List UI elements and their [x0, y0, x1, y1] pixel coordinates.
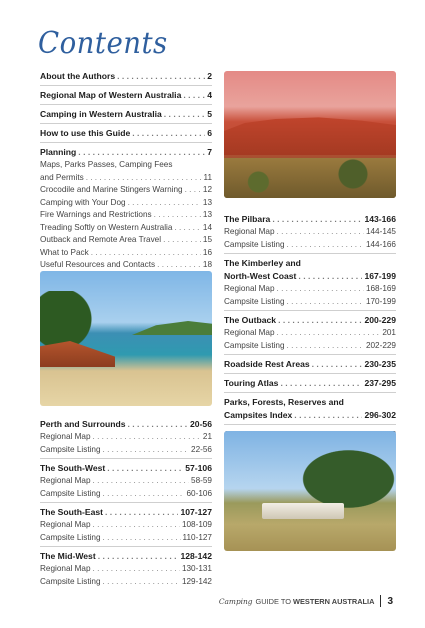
shade-tree [301, 449, 396, 509]
toc-page: 129-142 [181, 576, 212, 586]
toc-heading [40, 85, 212, 102]
toc-line [40, 172, 212, 185]
toc-page: 13 [202, 210, 212, 219]
toc-subentry [224, 327, 396, 340]
toc-page: 6 [207, 128, 212, 138]
toc-page: 237-295 [364, 378, 396, 388]
toc-heading [40, 458, 212, 475]
footer-guide: GUIDE TO [255, 596, 291, 606]
toc-subentry [224, 340, 396, 353]
toc-page: 170-199 [365, 296, 396, 306]
leader-dots [183, 89, 205, 102]
distant-hill [132, 321, 212, 335]
toc-line [224, 409, 396, 422]
toc-page: 12 [202, 185, 212, 194]
toc-heading [40, 70, 212, 83]
toc-label: Campsite Listing [40, 488, 101, 498]
toc-page: 128-142 [180, 551, 212, 561]
toc-subentry [40, 444, 212, 457]
toc-page: 144-145 [365, 227, 396, 236]
toc-page: 7 [207, 147, 212, 157]
spinifex-brush [224, 158, 396, 198]
toc-label: Regional Map [40, 432, 91, 441]
toc-page: 20-56 [190, 419, 212, 429]
toc-subentry [224, 226, 396, 239]
toc-label: The South-East [40, 507, 104, 517]
leader-dots [132, 127, 205, 140]
footer-region: WESTERN AUSTRALIA [293, 596, 375, 606]
toc-heading [224, 310, 396, 327]
toc-heading [224, 354, 396, 371]
footer-brand: Camping [218, 596, 253, 606]
toc-label: Camping in Western Australia [40, 109, 162, 119]
toc-label: Campsite Listing [224, 340, 285, 350]
toc-heading [40, 546, 212, 563]
leader-dots [103, 444, 190, 457]
campsite-caravan-photo [224, 431, 396, 551]
toc-heading [224, 373, 396, 390]
toc-label: Outback and Remote Area Travel [40, 235, 162, 244]
contents-column-2 [224, 213, 396, 441]
toc-page: 143-166 [364, 214, 396, 224]
toc-label: Crocodile and Marine Stingers Warning [40, 185, 183, 194]
leader-dots [294, 409, 362, 422]
toc-label: Campsite Listing [40, 576, 101, 586]
leader-dots [107, 462, 183, 475]
toc-page: 11 [203, 172, 212, 182]
toc-subentry [40, 563, 212, 576]
toc-label: Useful Resources and Contacts [40, 260, 156, 269]
leader-dots [298, 270, 362, 283]
leader-dots [280, 377, 362, 390]
toc-label: The South-West [40, 463, 106, 473]
leader-dots [277, 283, 364, 296]
beach-cove-photo [40, 271, 212, 406]
toc-heading [40, 502, 212, 519]
toc-subentry [40, 532, 212, 545]
toc-subentry [40, 222, 212, 235]
toc-label: Campsite Listing [40, 444, 101, 454]
leader-dots [277, 226, 364, 239]
page-title: Contents [38, 26, 168, 61]
leader-dots [287, 340, 364, 353]
toc-page: 22-56 [191, 444, 212, 454]
toc-subentry [40, 184, 212, 197]
toc-page: 21 [202, 432, 212, 441]
toc-subentry [40, 234, 212, 247]
toc-page: 5 [207, 109, 212, 119]
toc-subentry [40, 576, 212, 589]
toc-page: 230-235 [364, 359, 396, 369]
contents-column-1 [40, 70, 212, 272]
toc-label: What to Pack [40, 247, 89, 257]
kimberley-ranges-photo [224, 71, 396, 198]
toc-label: Campsite Listing [224, 296, 285, 306]
leader-dots [103, 576, 180, 589]
toc-page: 14 [202, 222, 212, 232]
toc-label: Regional Map of Western Australia [40, 90, 182, 100]
toc-page: 60-106 [186, 488, 212, 498]
toc-page: 13 [202, 197, 212, 207]
toc-label: Perth and Surrounds [40, 419, 126, 429]
toc-heading [40, 104, 212, 121]
toc-label-continued: North-West Coast [224, 271, 297, 281]
leader-dots [127, 418, 188, 431]
leader-dots [287, 239, 364, 252]
leader-dots [163, 234, 201, 247]
toc-heading [224, 392, 396, 422]
toc-page: 18 [202, 260, 212, 269]
leader-dots [93, 475, 190, 488]
toc-subentry [40, 209, 212, 222]
toc-heading [40, 142, 212, 159]
leader-dots [164, 108, 205, 121]
leader-dots [128, 197, 201, 210]
toc-label-continued: and Permits [40, 172, 84, 182]
leader-dots [86, 172, 202, 185]
leader-dots [174, 222, 200, 235]
toc-label: Planning [40, 147, 77, 157]
toc-label: About the Authors [40, 71, 116, 81]
leader-dots [78, 146, 205, 159]
leader-dots [105, 506, 178, 519]
toc-heading [40, 418, 212, 431]
toc-page: 201 [382, 328, 396, 337]
leader-dots [93, 431, 201, 444]
leader-dots [312, 358, 363, 371]
toc-page: 15 [202, 235, 212, 244]
toc-label: Campsite Listing [40, 532, 101, 542]
toc-page: 167-199 [364, 271, 396, 281]
toc-page: 130-131 [181, 564, 212, 573]
toc-label: Fire Warnings and Restrictions [40, 210, 152, 219]
toc-page: 108-109 [181, 520, 212, 529]
toc-subentry [224, 283, 396, 296]
toc-label: Regional Map [40, 520, 91, 529]
toc-label: Regional Map [40, 476, 91, 485]
footer-divider [380, 595, 381, 607]
toc-label: Camping with Your Dog [40, 197, 126, 207]
toc-label: Campsite Listing [224, 239, 285, 249]
toc-page: 16 [202, 247, 212, 257]
toc-page: 296-302 [364, 410, 396, 420]
red-rock-ridge [224, 115, 396, 155]
leader-dots [185, 184, 201, 197]
leader-dots [93, 563, 180, 576]
toc-label: Regional Map [224, 227, 275, 236]
page-number: 3 [387, 595, 393, 607]
toc-label: Parks, Forests, Reserves and [224, 397, 344, 407]
toc-heading [40, 123, 212, 140]
leader-dots [287, 296, 364, 309]
toc-label: Treading Softly on Western Australia [40, 222, 173, 232]
toc-page: 2 [207, 71, 212, 81]
toc-label: Regional Map [224, 328, 275, 337]
leader-dots [278, 314, 362, 327]
toc-label: Roadside Rest Areas [224, 359, 310, 369]
toc-subentry [40, 519, 212, 532]
toc-heading [224, 213, 396, 226]
toc-label: How to use this Guide [40, 128, 131, 138]
leader-dots [91, 247, 201, 260]
toc-page: 110-127 [182, 532, 212, 542]
toc-page: 168-169 [365, 284, 396, 293]
caravan-and-car [262, 503, 344, 519]
page-footer [219, 595, 393, 607]
toc-page: 200-229 [364, 315, 396, 325]
toc-subentry [40, 247, 212, 260]
toc-label: The Outback [224, 315, 277, 325]
leader-dots [93, 519, 180, 532]
toc-subentry [224, 296, 396, 309]
toc-label: The Mid-West [40, 551, 96, 561]
leader-dots [103, 488, 185, 501]
leader-dots [154, 209, 201, 222]
toc-subentry [40, 197, 212, 210]
toc-label: Maps, Parks Passes, Camping Fees [40, 160, 173, 169]
toc-subentry [40, 159, 212, 184]
toc-page: 202-229 [365, 340, 396, 350]
toc-line [224, 270, 396, 283]
toc-page: 4 [207, 90, 212, 100]
toc-heading [224, 253, 396, 283]
leader-dots [157, 259, 201, 272]
toc-label-continued: Campsites Index [224, 410, 293, 420]
toc-label: The Pilbara [224, 214, 271, 224]
toc-subentry [40, 488, 212, 501]
toc-label: Regional Map [224, 284, 275, 293]
leader-dots [98, 550, 179, 563]
contents-column-3 [40, 418, 212, 588]
toc-label: Regional Map [40, 564, 91, 573]
toc-subentry [40, 431, 212, 444]
toc-page: 57-106 [185, 463, 212, 473]
toc-page: 107-127 [180, 507, 212, 517]
toc-subentry [40, 475, 212, 488]
toc-page: 144-166 [365, 239, 396, 249]
toc-subentry [40, 259, 212, 272]
toc-label: The Kimberley and [224, 258, 301, 268]
toc-label: Touring Atlas [224, 378, 279, 388]
toc-subentry [224, 239, 396, 252]
leader-dots [272, 213, 362, 226]
leader-dots [103, 532, 181, 545]
leader-dots [117, 70, 205, 83]
leader-dots [277, 327, 381, 340]
toc-page: 58-59 [191, 476, 212, 485]
